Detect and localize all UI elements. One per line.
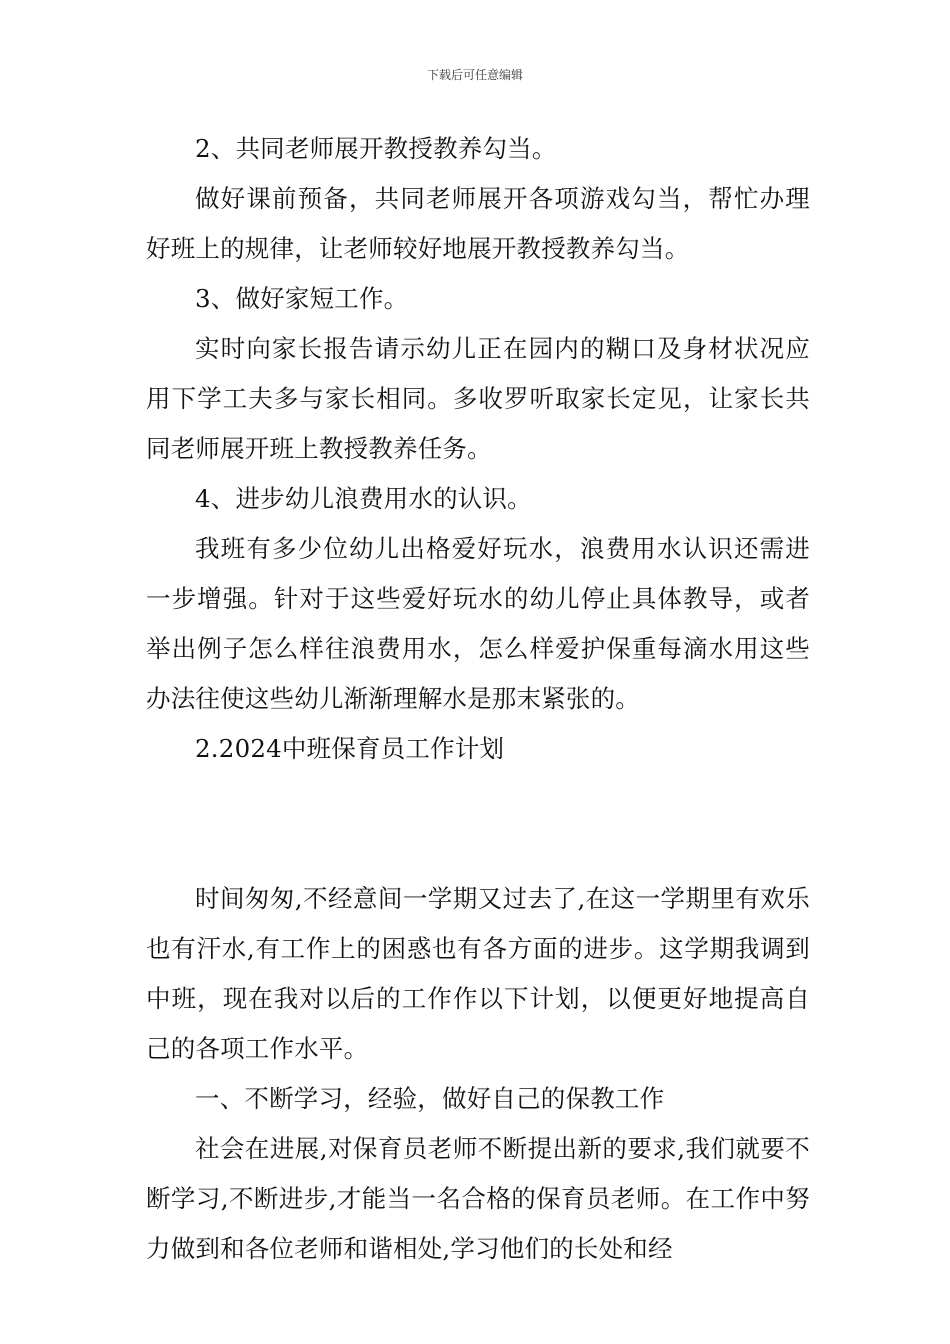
paragraph: 社会在进展,对保育员老师不断提出新的要求,我们就要不断学习,不断进步,才能当一名合格的保育员老师。在工作中努力做到和各位老师和谐相处,学习他们的长处和经 [146, 1134, 810, 1263]
section-title: 2.2024中班保育员工作计划 [195, 734, 505, 763]
paragraph: 时间匆匆,不经意间一学期又过去了,在这一学期里有欢乐也有汗水,有工作上的困惑也有各方面的进步。这学期我调到中班，现在我对以后的工作作以下计划，以便更好地提高自己的各项工作水平。 [146, 884, 810, 1063]
list-heading-4: 4、进步幼儿浪费用水的认识。 [195, 484, 532, 513]
section-spacer [146, 774, 810, 874]
paragraph: 实时向家长报告请示幼儿正在园内的糊口及身材状况应用下学工夫多与家长相同。多收罗听取家长定见，让家长共同老师展开班上教授教养任务。 [146, 334, 810, 463]
subsection-heading: 一、不断学习，经验，做好自己的保教工作 [195, 1084, 665, 1113]
paragraph: 我班有多少位幼儿出格爱好玩水，浪费用水认识还需进一步增强。针对于这些爱好玩水的幼儿停止具体教导，或者举出例子怎么样往浪费用水，怎么样爱护保重每滴水用这些办法往使这些幼儿渐渐理解水是那末紧张的。 [146, 534, 810, 713]
paragraph: 做好课前预备，共同老师展开各项游戏勾当，帮忙办理好班上的规律，让老师较好地展开教授教养勾当。 [146, 184, 810, 263]
document-body [146, 124, 810, 1274]
list-heading-2: 2、共同老师展开教授教养勾当。 [195, 134, 557, 163]
list-heading-3: 3、做好家短工作。 [195, 284, 409, 313]
download-note: 下载后可任意编辑 [426, 68, 523, 82]
